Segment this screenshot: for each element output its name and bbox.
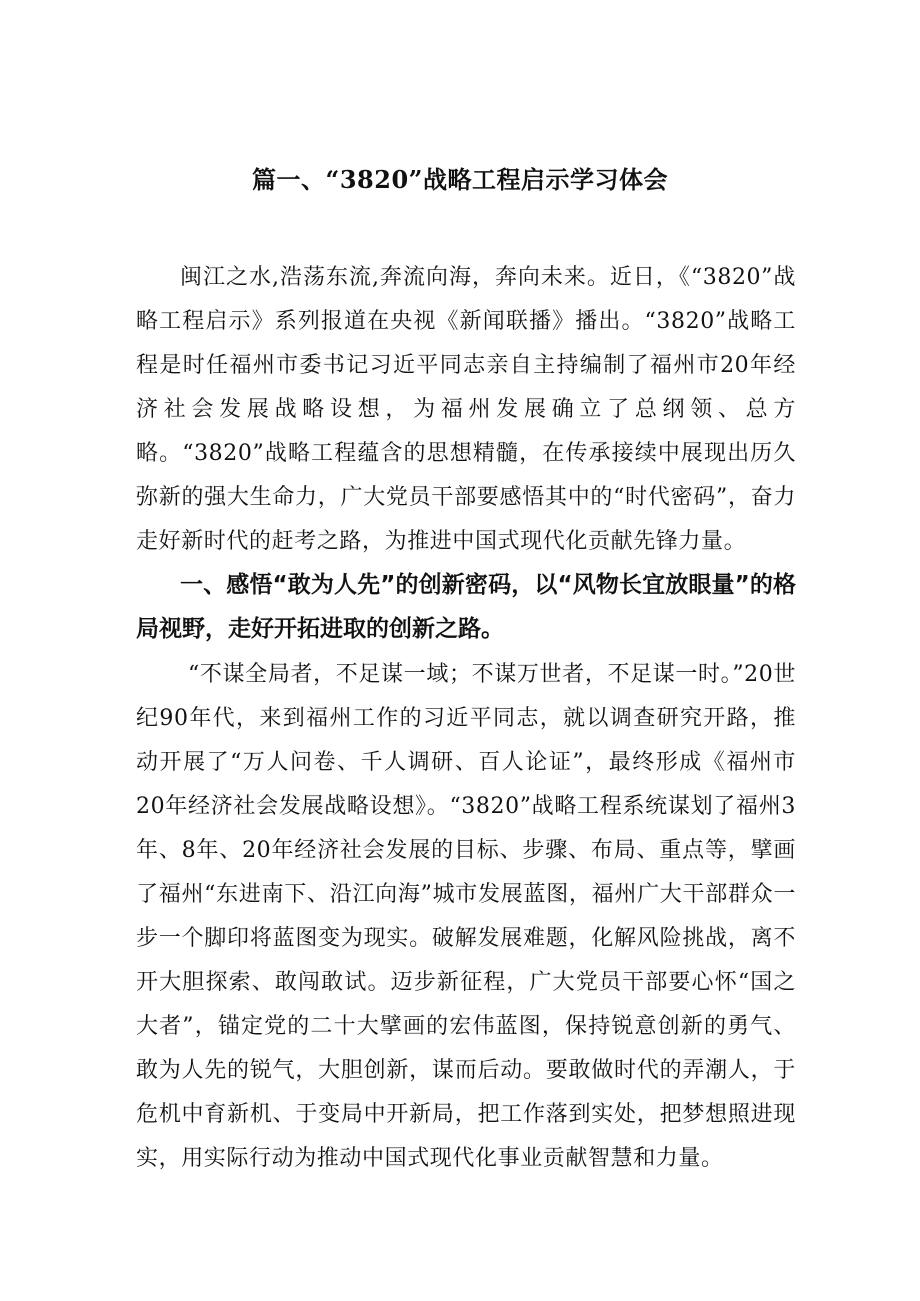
paragraph-intro: 闽江之水,浩荡东流,奔流向海，奔向未来。近日，《“3820”战略工程启示》系列报道在央视《新闻联播》播出。“3820”战略工程是时任福州市委书记习近平同志亲自主持编制了福州市20年经济社会发展战略设想，为福州发展确立了总纲领、总方略。“3820”战略工程蕴含的思想精髓，在传承接续中展现出历久弥新的强大生命力，广大党员干部要感悟其中的“时代密码”，奋力走好新时代的赶考之路，为推进中国式现代化贡献先锋力量。 [136, 265, 796, 554]
document-title: 篇一、“3820”战略工程启示学习体会 [252, 165, 668, 194]
section-heading-1: 一、感悟“敢为人先”的创新密码，以“风物长宜放眼量”的格局视野，走好开拓进取的创新之路。 [136, 572, 796, 642]
paragraph-section-1: “不谋全局者，不足谋一域；不谋万世者，不足谋一时。”20世纪90年代，来到福州工作的习近平同志，就以调查研究开路，推动开展了“万人问卷、千人调研、百人论证”，最终形成《福州市20年经济社会发展战略设想》。“3820”战略工程系统谋划了福州3年、8年、20年经济社会发展的目标、步骤、布局、重点等，擘画了福州“东进南下、沿江向海”城市发展蓝图，福州广大干部群众一步一个脚印将蓝图变为现实。破解发展难题，化解风险挑战，离不开大胆探索、敢闯敢试。迈步新征程，广大党员干部要心怀“国之大者”，锚定党的二十大擘画的宏伟蓝图，保持锐意创新的勇气、敢为人先的锐气，大胆创新，谋而后动。要敢做时代的弄潮人，于危机中育新机、于变局中开新局，把工作落到实处，把梦想照进现实，用实际行动为推动中国式现代化事业贡献智慧和力量。 [136, 662, 796, 1171]
